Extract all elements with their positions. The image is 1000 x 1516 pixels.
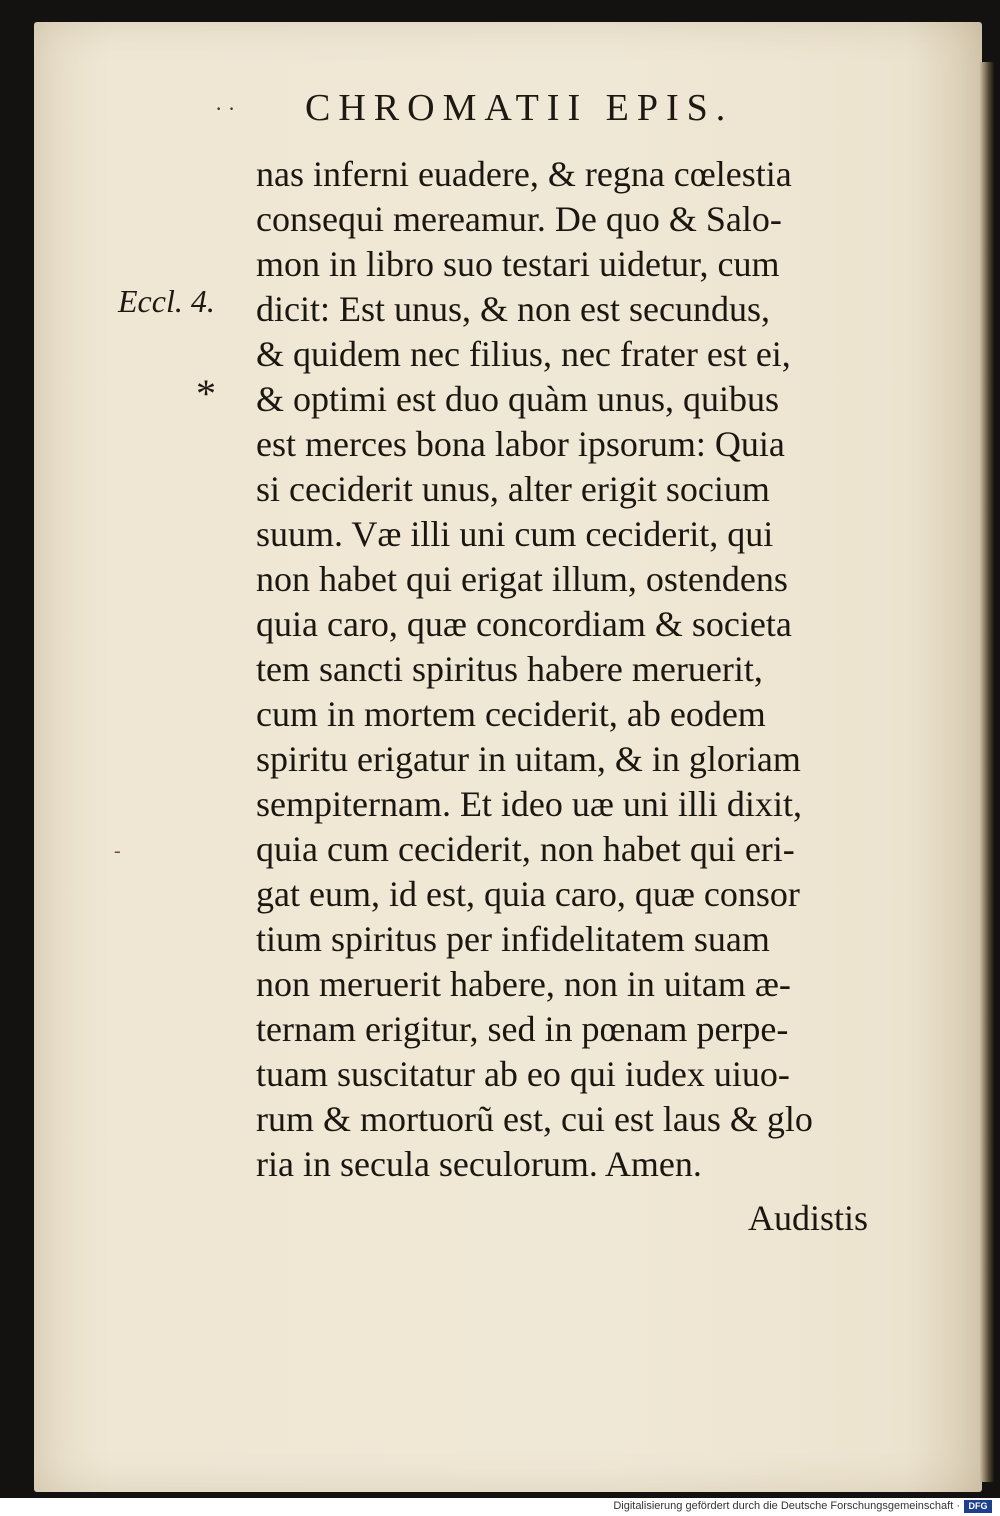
margin-mark: - xyxy=(114,840,121,862)
text-line: quia caro, quæ concordiam & societa xyxy=(256,604,792,644)
text-line: tem sancti spiritus habere meruerit, xyxy=(256,649,763,689)
text-line: sempiternam. Et ideo uæ uni illi dixit, xyxy=(256,784,802,824)
margin-asterisk: * xyxy=(196,371,216,416)
text-line: non habet qui erigat illum, ostendens xyxy=(256,559,788,599)
text-line: gat eum, id est, quia caro, quæ consor xyxy=(256,874,800,914)
page-edge xyxy=(980,62,994,1482)
catchword: Audistis xyxy=(748,1198,869,1238)
text-line: ria in secula seculorum. Amen. xyxy=(256,1144,702,1184)
footer-bar xyxy=(0,1498,1000,1516)
funding-credit: Digitalisierung gefördert durch die Deutsche Forschungsgemeinschaft · xyxy=(613,1500,960,1512)
text-line: quia cum ceciderit, non habet qui eri- xyxy=(256,829,795,869)
body-text xyxy=(256,152,916,1187)
text-line: dicit: Est unus, & non est secundus, xyxy=(256,289,770,329)
text-line: consequi mereamur. De quo & Salo- xyxy=(256,199,782,239)
text-line: ternam erigitur, sed in pœnam perpe- xyxy=(256,1009,789,1049)
text-line: rum & mortuorũ est, cui est laus & glo xyxy=(256,1099,813,1139)
text-line: cum in mortem ceciderit, ab eodem xyxy=(256,694,766,734)
margin-reference: Eccl. 4. xyxy=(118,283,215,319)
text-line: spiritu erigatur in uitam, & in gloriam xyxy=(256,739,801,779)
text-line: tium spiritus per infidelitatem suam xyxy=(256,919,770,959)
text-line: & optimi est duo quàm unus, quibus xyxy=(256,379,780,419)
text-line: est merces bona labor ipsorum: Quia xyxy=(256,424,785,464)
text-line: non meruerit habere, non in uitam æ- xyxy=(256,964,791,1004)
text-line: nas inferni euadere, & regna cœlestia xyxy=(256,154,792,194)
running-title: CHROMATII EPIS. xyxy=(305,87,734,129)
header-marks: · · xyxy=(215,96,236,121)
text-line: si ceciderit unus, alter erigit socium xyxy=(256,469,770,509)
text-line: tuam suscitatur ab eo qui iudex uiuo- xyxy=(256,1054,790,1094)
text-line: & quidem nec filius, nec frater est ei, xyxy=(256,334,791,374)
text-line: mon in libro suo testari uidetur, cum xyxy=(256,244,780,284)
dfg-logo: DFG xyxy=(964,1500,992,1513)
text-line: suum. Væ illi uni cum ceciderit, qui xyxy=(256,514,774,554)
